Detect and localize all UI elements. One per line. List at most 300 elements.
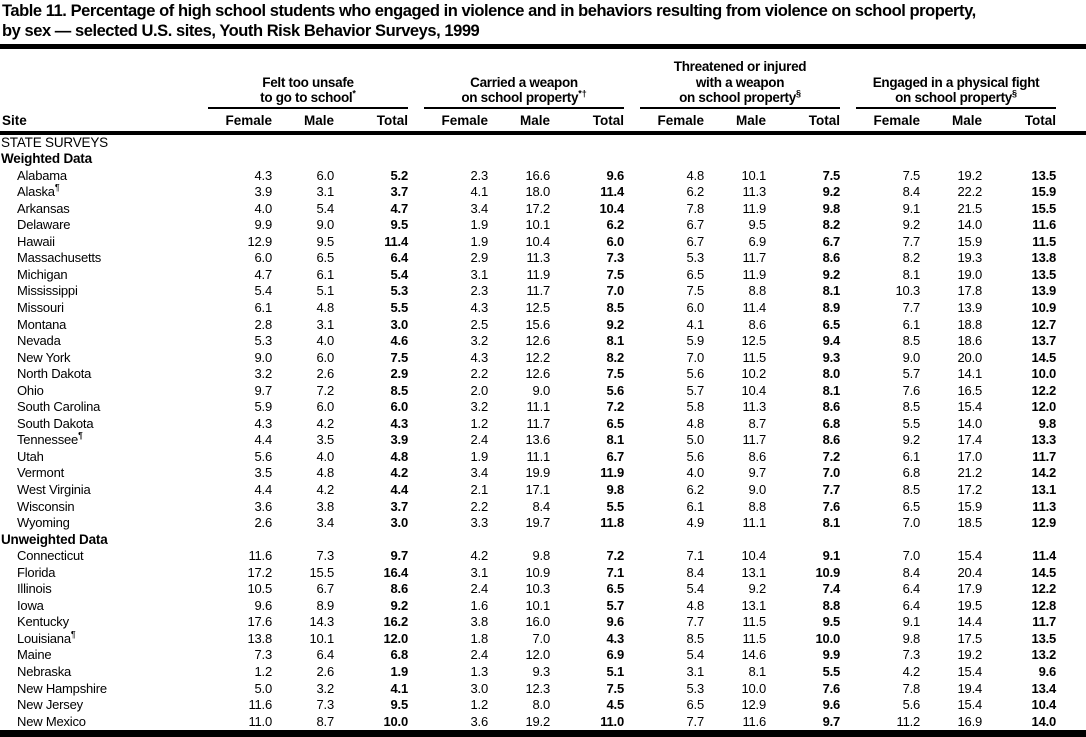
total-cell: 3.7	[390, 184, 409, 200]
total-cell: 7.0	[822, 465, 841, 481]
total-cell: 15.5	[1031, 200, 1057, 216]
total-cell: 9.3	[822, 349, 841, 365]
total-cell: 8.1	[606, 432, 625, 448]
column-header-total: Total	[334, 109, 408, 133]
value-cell: 5.5	[902, 415, 921, 431]
value-cell: 6.7	[686, 217, 705, 233]
value-cell: 3.9	[254, 184, 272, 200]
column-header-total: Total	[550, 109, 624, 133]
table-row	[0, 201, 1086, 218]
value-cell: 6.2	[686, 481, 705, 497]
column-header-total: Total	[982, 109, 1086, 133]
value-cell: 1.2	[254, 664, 272, 679]
value-cell: 4.8	[686, 167, 705, 183]
table-row	[0, 681, 1086, 698]
total-cell: 4.6	[390, 333, 409, 349]
value-cell: 6.7	[686, 233, 705, 249]
value-cell: 2.9	[470, 250, 489, 266]
value-cell: 15.4	[957, 664, 983, 679]
total-cell: 5.7	[606, 597, 625, 613]
value-cell: 7.7	[902, 233, 921, 249]
value-cell: 11.6	[248, 548, 272, 564]
site-cell: Louisiana¶	[17, 629, 76, 646]
total-cell: 9.9	[822, 647, 841, 663]
value-cell: 6.1	[902, 448, 921, 464]
total-cell: 16.4	[383, 564, 409, 580]
site-cell: Illinois	[17, 581, 52, 597]
corner-cell	[0, 49, 192, 109]
table-row	[0, 168, 1086, 185]
value-cell: 3.2	[470, 333, 489, 349]
value-cell: 15.5	[309, 564, 334, 580]
value-cell: 9.5	[316, 233, 334, 249]
table-row	[0, 184, 1086, 201]
value-cell: 5.0	[254, 680, 272, 696]
value-cell: 9.0	[532, 382, 551, 398]
value-cell: 11.3	[742, 184, 767, 200]
column-group-header	[192, 49, 408, 109]
total-cell: 7.5	[390, 349, 409, 365]
value-cell: 6.1	[316, 266, 334, 282]
table-row	[0, 300, 1086, 317]
total-cell: 7.0	[606, 283, 625, 299]
total-cell: 9.2	[822, 266, 841, 282]
total-cell: 13.9	[1031, 283, 1057, 299]
total-cell: 4.3	[606, 630, 625, 646]
total-cell: 6.7	[606, 448, 625, 464]
total-cell: 4.8	[390, 448, 409, 464]
value-cell: 8.2	[902, 250, 921, 266]
value-cell: 8.6	[748, 448, 767, 464]
total-cell: 12.7	[1031, 316, 1057, 332]
table-row	[0, 647, 1086, 664]
value-cell: 11.2	[896, 713, 921, 729]
total-cell: 8.6	[822, 399, 841, 415]
total-cell: 11.5	[1032, 233, 1057, 249]
value-cell: 8.4	[532, 498, 551, 514]
value-cell: 6.5	[316, 250, 334, 266]
value-cell: 16.5	[957, 382, 983, 398]
value-cell: 4.0	[316, 448, 334, 464]
value-cell: 11.9	[742, 200, 767, 216]
value-cell: 12.9	[247, 233, 272, 249]
total-cell: 13.5	[1031, 630, 1057, 646]
total-cell: 11.7	[1032, 448, 1057, 464]
value-cell: 13.1	[741, 564, 767, 580]
value-cell: 19.2	[957, 647, 983, 663]
value-cell: 2.6	[316, 664, 334, 679]
total-cell: 9.8	[606, 481, 625, 497]
total-cell: 5.5	[606, 498, 625, 514]
total-cell: 4.1	[390, 680, 409, 696]
value-cell: 3.6	[470, 713, 489, 729]
value-cell: 11.5	[742, 630, 767, 646]
value-cell: 10.5	[247, 581, 272, 597]
site-column-header: Site	[0, 109, 192, 133]
value-cell: 2.8	[254, 316, 272, 332]
value-cell: 3.6	[254, 498, 272, 514]
total-cell: 10.4	[1031, 697, 1057, 713]
value-cell: 10.3	[895, 283, 921, 299]
subsection-header: Weighted Data	[1, 151, 92, 167]
total-cell: 8.5	[390, 382, 409, 398]
value-cell: 8.4	[902, 184, 921, 200]
value-cell: 5.0	[686, 432, 705, 448]
value-cell: 14.3	[309, 614, 334, 630]
value-cell: 18.6	[957, 333, 983, 349]
total-cell: 7.6	[822, 498, 841, 514]
total-cell: 1.9	[390, 664, 409, 679]
table-row	[0, 499, 1086, 516]
table-row	[0, 317, 1086, 334]
value-cell: 6.5	[686, 266, 705, 282]
value-cell: 17.2	[957, 481, 983, 497]
value-cell: 3.8	[316, 498, 334, 514]
value-cell: 5.9	[254, 399, 272, 415]
column-group-label: Engaged in a physical fight on school property§	[856, 75, 1056, 109]
value-cell: 5.4	[316, 200, 334, 216]
value-cell: 3.8	[470, 614, 489, 630]
value-cell: 5.6	[686, 448, 705, 464]
total-cell: 6.9	[606, 647, 625, 663]
total-cell: 5.3	[390, 283, 409, 299]
value-cell: 10.3	[525, 581, 551, 597]
site-cell: West Virginia	[17, 481, 91, 497]
total-cell: 8.6	[390, 581, 409, 597]
value-cell: 11.1	[526, 399, 551, 415]
value-cell: 8.0	[532, 697, 551, 713]
value-cell: 11.3	[742, 399, 767, 415]
value-cell: 3.4	[470, 200, 489, 216]
total-cell: 8.6	[822, 250, 841, 266]
value-cell: 1.9	[470, 448, 489, 464]
value-cell: 5.4	[254, 283, 272, 299]
value-cell: 4.4	[254, 432, 272, 448]
site-cell: Tennessee¶	[17, 431, 83, 448]
total-cell: 10.9	[815, 564, 841, 580]
value-cell: 8.7	[748, 415, 767, 431]
total-cell: 6.5	[822, 316, 841, 332]
site-cell: Kentucky	[17, 614, 69, 630]
value-cell: 19.9	[525, 465, 551, 481]
total-cell: 11.6	[1032, 217, 1057, 233]
total-cell: 8.2	[822, 217, 841, 233]
value-cell: 4.1	[470, 184, 489, 200]
value-cell: 2.4	[470, 581, 489, 597]
value-cell: 6.0	[316, 349, 334, 365]
value-cell: 8.5	[902, 333, 921, 349]
total-cell: 2.9	[390, 366, 409, 382]
value-cell: 8.4	[686, 564, 705, 580]
value-cell: 2.3	[470, 167, 489, 183]
value-cell: 4.8	[316, 465, 334, 481]
value-cell: 5.4	[686, 581, 705, 597]
value-cell: 16.0	[525, 614, 551, 630]
value-cell: 4.3	[254, 167, 272, 183]
value-cell: 18.0	[525, 184, 551, 200]
value-cell: 11.1	[526, 448, 551, 464]
value-cell: 4.0	[316, 333, 334, 349]
total-cell: 16.2	[383, 614, 409, 630]
value-cell: 5.7	[686, 382, 705, 398]
total-cell: 3.7	[390, 498, 409, 514]
value-cell: 6.1	[902, 316, 921, 332]
value-cell: 8.5	[902, 399, 921, 415]
value-cell: 9.8	[532, 548, 551, 564]
value-cell: 19.2	[957, 167, 983, 183]
value-cell: 7.7	[902, 299, 921, 315]
total-cell: 13.7	[1031, 333, 1057, 349]
value-cell: 5.1	[316, 283, 334, 299]
value-cell: 6.0	[316, 167, 334, 183]
total-cell: 9.6	[606, 614, 625, 630]
total-cell: 14.5	[1031, 349, 1057, 365]
value-cell: 3.5	[316, 432, 334, 448]
total-cell: 12.0	[383, 630, 409, 646]
site-cell: South Carolina	[17, 399, 101, 415]
value-cell: 1.8	[470, 630, 489, 646]
value-cell: 2.6	[254, 515, 272, 531]
site-cell: Alabama	[17, 167, 67, 183]
value-cell: 19.0	[957, 266, 983, 282]
site-cell: Hawaii	[17, 233, 55, 249]
table-row	[0, 449, 1086, 466]
value-cell: 4.2	[470, 548, 489, 564]
table-row	[0, 234, 1086, 251]
value-cell: 9.1	[902, 614, 921, 630]
value-cell: 12.0	[525, 647, 551, 663]
value-cell: 7.0	[902, 515, 921, 531]
total-cell: 8.1	[606, 333, 625, 349]
value-cell: 11.7	[742, 432, 767, 448]
subsection-header: Unweighted Data	[1, 531, 108, 547]
total-cell: 12.2	[1031, 382, 1057, 398]
value-cell: 10.0	[741, 680, 767, 696]
total-cell: 9.8	[1038, 415, 1057, 431]
table-row	[0, 532, 1086, 549]
total-cell: 10.0	[383, 713, 409, 729]
column-group-label: Felt too unsafe to go to school*	[208, 75, 408, 109]
total-cell: 4.7	[390, 200, 409, 216]
column-group-label: Carried a weapon on school property*†	[424, 75, 624, 109]
total-cell: 9.1	[822, 548, 841, 564]
value-cell: 8.8	[748, 498, 767, 514]
value-cell: 2.0	[470, 382, 489, 398]
value-cell: 7.2	[316, 382, 334, 398]
value-cell: 5.4	[686, 647, 705, 663]
table-row	[0, 151, 1086, 168]
column-header-total: Total	[766, 109, 840, 133]
value-cell: 6.9	[748, 233, 767, 249]
value-cell: 4.8	[316, 299, 334, 315]
total-cell: 11.3	[1032, 498, 1057, 514]
value-cell: 8.1	[748, 664, 767, 679]
value-cell: 4.2	[316, 415, 334, 431]
total-cell: 4.3	[390, 415, 409, 431]
value-cell: 12.2	[525, 349, 551, 365]
total-cell: 8.0	[822, 366, 841, 382]
total-cell: 11.8	[600, 515, 625, 531]
value-cell: 9.0	[254, 349, 272, 365]
value-cell: 7.8	[902, 680, 921, 696]
value-cell: 10.9	[525, 564, 551, 580]
total-cell: 9.8	[822, 200, 841, 216]
total-cell: 5.5	[822, 664, 841, 679]
value-cell: 10.1	[525, 597, 551, 613]
total-cell: 8.5	[606, 299, 625, 315]
value-cell: 7.7	[686, 713, 705, 729]
value-cell: 3.2	[316, 680, 334, 696]
value-cell: 11.7	[742, 250, 767, 266]
value-cell: 21.5	[957, 200, 983, 216]
value-cell: 18.8	[957, 316, 983, 332]
total-cell: 7.5	[606, 366, 625, 382]
value-cell: 2.6	[316, 366, 334, 382]
section-header: STATE SURVEYS	[1, 134, 108, 150]
value-cell: 7.5	[902, 167, 921, 183]
value-cell: 6.4	[902, 581, 921, 597]
value-cell: 11.5	[742, 614, 767, 630]
value-cell: 10.4	[525, 233, 551, 249]
value-cell: 17.4	[957, 432, 983, 448]
total-cell: 8.2	[606, 349, 625, 365]
total-cell: 6.7	[822, 233, 841, 249]
value-cell: 5.8	[686, 399, 705, 415]
value-cell: 9.1	[902, 200, 921, 216]
value-cell: 11.9	[742, 266, 767, 282]
value-cell: 3.5	[254, 465, 272, 481]
value-cell: 15.4	[957, 548, 983, 564]
value-cell: 8.5	[902, 481, 921, 497]
site-cell: Utah	[17, 448, 44, 464]
site-cell: Delaware	[17, 217, 71, 233]
value-cell: 15.9	[957, 498, 983, 514]
value-cell: 7.8	[686, 200, 705, 216]
total-cell: 10.0	[1031, 366, 1057, 382]
value-cell: 5.3	[686, 250, 705, 266]
value-cell: 6.0	[316, 399, 334, 415]
site-cell: New Hampshire	[17, 680, 107, 696]
total-cell: 7.3	[606, 250, 625, 266]
total-cell: 6.2	[606, 217, 625, 233]
value-cell: 9.3	[532, 664, 551, 679]
total-cell: 6.8	[390, 647, 409, 663]
data-table	[0, 49, 1086, 730]
column-header-female: Female	[840, 109, 920, 133]
total-cell: 14.0	[1031, 713, 1057, 729]
value-cell: 12.5	[741, 333, 767, 349]
total-cell: 4.2	[390, 465, 409, 481]
value-cell: 8.1	[902, 266, 921, 282]
total-cell: 8.1	[822, 515, 841, 531]
total-cell: 12.2	[1031, 581, 1057, 597]
total-cell: 6.0	[390, 399, 409, 415]
value-cell: 9.2	[748, 581, 767, 597]
total-cell: 13.3	[1031, 432, 1057, 448]
value-cell: 11.6	[248, 697, 272, 713]
site-cell: South Dakota	[17, 415, 94, 431]
value-cell: 2.5	[470, 316, 489, 332]
value-cell: 4.3	[470, 299, 489, 315]
value-cell: 13.6	[525, 432, 551, 448]
header-group-row	[0, 49, 1086, 109]
total-cell: 12.0	[1031, 399, 1057, 415]
value-cell: 14.0	[957, 415, 983, 431]
header-sub-row	[0, 109, 1086, 133]
table-row	[0, 714, 1086, 731]
value-cell: 5.6	[902, 697, 921, 713]
table-row	[0, 465, 1086, 482]
site-cell: Alaska¶	[17, 182, 60, 200]
value-cell: 12.6	[525, 366, 551, 382]
value-cell: 9.2	[902, 217, 921, 233]
value-cell: 4.8	[686, 597, 705, 613]
value-cell: 14.0	[957, 217, 983, 233]
total-cell: 10.4	[599, 200, 625, 216]
total-cell: 6.4	[390, 250, 409, 266]
table-row	[0, 664, 1086, 681]
value-cell: 2.4	[470, 432, 489, 448]
value-cell: 13.9	[957, 299, 983, 315]
total-cell: 7.2	[606, 548, 625, 564]
value-cell: 20.0	[957, 349, 983, 365]
value-cell: 7.6	[902, 382, 921, 398]
total-cell: 11.4	[1032, 548, 1057, 564]
total-cell: 3.0	[390, 316, 409, 332]
total-cell: 5.2	[390, 167, 409, 183]
value-cell: 8.5	[686, 630, 705, 646]
table-row	[0, 383, 1086, 400]
value-cell: 3.1	[316, 316, 334, 332]
column-header-male: Male	[488, 109, 550, 133]
value-cell: 10.1	[741, 167, 767, 183]
column-header-male: Male	[920, 109, 982, 133]
value-cell: 7.0	[902, 548, 921, 564]
total-cell: 9.7	[390, 548, 409, 564]
value-cell: 2.2	[470, 366, 489, 382]
value-cell: 21.2	[957, 465, 983, 481]
table-body	[0, 133, 1086, 731]
value-cell: 6.0	[254, 250, 272, 266]
site-cell: Montana	[17, 316, 67, 332]
value-cell: 19.2	[525, 713, 551, 729]
table-row	[0, 432, 1086, 449]
value-cell: 11.3	[526, 250, 551, 266]
total-cell: 7.7	[822, 481, 841, 497]
value-cell: 10.1	[525, 217, 551, 233]
table-row	[0, 350, 1086, 367]
value-cell: 1.9	[470, 217, 489, 233]
total-cell: 11.9	[600, 465, 625, 481]
total-cell: 13.5	[1031, 266, 1057, 282]
value-cell: 3.2	[470, 399, 489, 415]
value-cell: 19.7	[525, 515, 551, 531]
value-cell: 20.4	[957, 564, 983, 580]
value-cell: 17.5	[957, 630, 983, 646]
value-cell: 4.7	[254, 266, 272, 282]
total-cell: 5.1	[606, 664, 625, 679]
total-cell: 11.4	[384, 233, 409, 249]
value-cell: 17.6	[247, 614, 272, 630]
value-cell: 2.1	[470, 481, 489, 497]
value-cell: 19.3	[957, 250, 983, 266]
site-cell: New York	[17, 349, 71, 365]
total-cell: 13.5	[1031, 167, 1057, 183]
value-cell: 8.4	[902, 564, 921, 580]
value-cell: 11.6	[742, 713, 767, 729]
value-cell: 9.7	[748, 465, 767, 481]
value-cell: 19.4	[957, 680, 983, 696]
